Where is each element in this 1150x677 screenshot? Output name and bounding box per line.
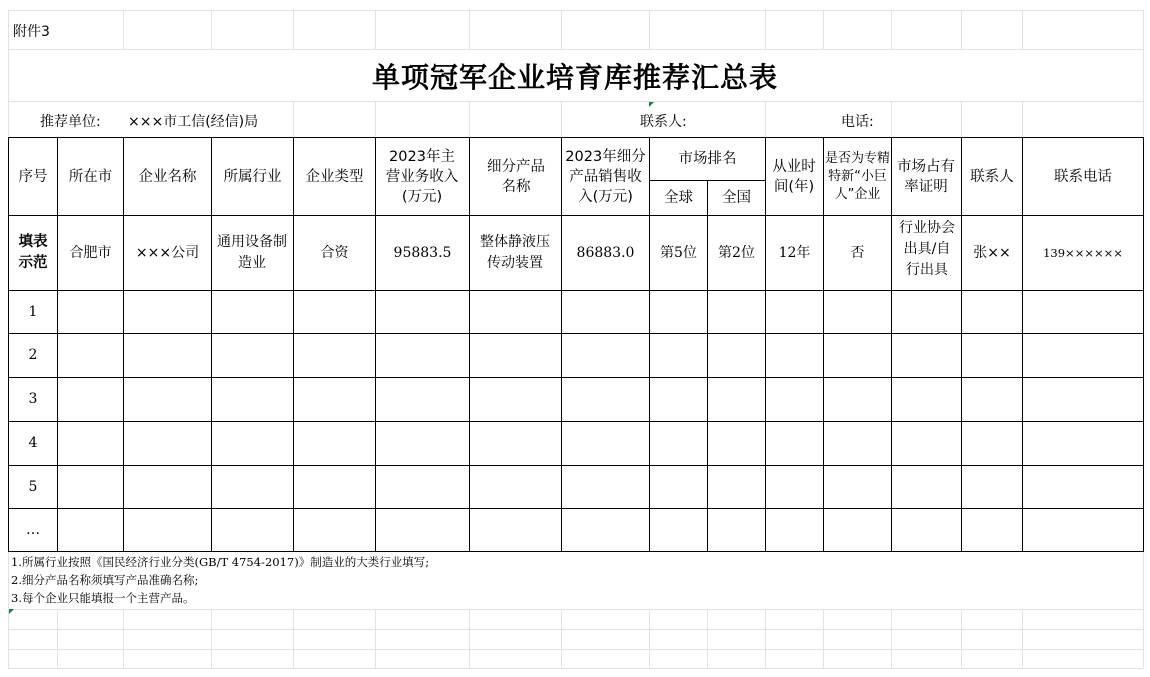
row-number-4[interactable]: 4: [28, 435, 38, 451]
note-1: 1.所属行业按照《国民经济行业分类(GB/T 4754-2017)》制造业的大类行业填写;: [11, 555, 430, 569]
row-number-3[interactable]: 3: [28, 391, 38, 407]
header-rank-global: 全球: [664, 190, 693, 206]
header-company-type: 企业类型: [305, 168, 364, 185]
header-city: 所在市: [68, 168, 113, 185]
recommending-unit-value: ×××市工信(经信)局: [128, 114, 259, 130]
header-industry: 所属行业: [223, 168, 282, 185]
attachment-label: 附件3: [13, 24, 50, 40]
example-industry[interactable]: 通用设备制造业: [217, 234, 287, 271]
example-product-name[interactable]: 整体静液压传动装置: [480, 234, 550, 271]
header-contact: 联系人: [970, 168, 1014, 185]
contact-person-label: 联系人:: [640, 114, 687, 130]
note-3: 3.每个企业只能填报一个主营产品。: [11, 591, 195, 605]
example-company[interactable]: ×××公司: [135, 244, 200, 261]
header-years: 从业时间(年): [772, 158, 816, 195]
header-seq: 序号: [18, 168, 48, 185]
phone-label: 电话:: [841, 114, 874, 130]
example-main-revenue[interactable]: 95883.5: [393, 244, 452, 261]
cell-comment-marker: [9, 609, 14, 614]
header-company: 企业名称: [138, 168, 197, 185]
row-number-1[interactable]: 1: [28, 303, 38, 320]
example-phone[interactable]: 139××××××: [1043, 245, 1123, 260]
example-company-type[interactable]: 合资: [320, 244, 349, 261]
example-little-giant[interactable]: 否: [850, 244, 865, 261]
example-market-share-proof[interactable]: 行业协会出具/自行出具: [899, 220, 955, 278]
header-phone: 联系电话: [1054, 168, 1112, 185]
page-title: 单项冠军企业培育库推荐汇总表: [371, 61, 778, 94]
example-seq[interactable]: 填表示范: [18, 234, 48, 271]
row-number-2[interactable]: 2: [28, 347, 38, 363]
example-product-revenue[interactable]: 86883.0: [576, 244, 635, 261]
example-city[interactable]: 合肥市: [69, 244, 112, 261]
row-number-more[interactable]: …: [26, 521, 40, 538]
row-number-5[interactable]: 5: [28, 478, 38, 495]
note-2: 2.细分产品名称须填写产品准确名称;: [11, 573, 199, 587]
recommending-unit-label: 推荐单位:: [40, 114, 101, 130]
example-years[interactable]: 12年: [778, 244, 811, 261]
header-little-giant: 是否为专精特新“小巨人”企业: [825, 150, 890, 202]
header-main-revenue: 2023年主营业务收入(万元): [385, 148, 459, 205]
cell-comment-marker: [649, 102, 654, 107]
header-product-revenue: 2023年细分产品销售收入(万元): [565, 148, 646, 205]
example-rank-national[interactable]: 第2位: [718, 244, 755, 261]
header-product-name: 细分产品名称: [487, 158, 545, 195]
header-market-rank: 市场排名: [678, 151, 737, 167]
header-market-share-proof: 市场占有率证明: [897, 158, 955, 195]
example-rank-global[interactable]: 第5位: [660, 244, 697, 261]
example-contact[interactable]: 张××: [973, 244, 1011, 261]
header-rank-national: 全国: [722, 190, 751, 206]
